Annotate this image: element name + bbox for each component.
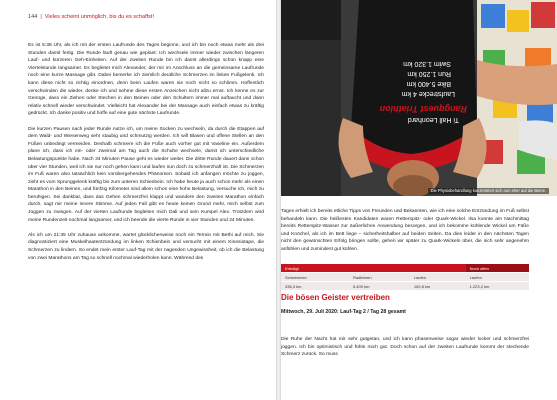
left-body-text bbox=[28, 42, 264, 262]
section-title: Die bösen Geister vertreiben bbox=[281, 293, 390, 302]
page-number: 144 bbox=[28, 14, 38, 20]
right-page bbox=[281, 0, 557, 400]
table-title-right: Noch offen bbox=[466, 264, 529, 273]
shirt-text-line: Bike 5.400 km bbox=[406, 80, 451, 87]
shirt-text-line: Rangquest Triathlon bbox=[379, 104, 467, 114]
shirt-text-line: Ti Hall Leonhard bbox=[407, 116, 459, 123]
photo-caption: Die Physiobehandlung konzentriert sich nun eher auf die Beine. bbox=[428, 188, 549, 194]
table-cell: 336,3 km bbox=[281, 282, 349, 291]
table-header-cell: Schwimmen bbox=[281, 273, 349, 282]
paragraph: Als ich um 21:35 Uhr zuhause ankomme, wartet glücklicherweise noch ein Termin mit Bethi auf mich. Sie diagnostiziert eine Muskelhautentzündung im linken Schienbein und versucht mit einem Kinesiotape, die Schmerzen zu lindern. So endet mein erster Lauf-Tag mit der nagenden Ungewissheit, ob ich die Belastung von zwei Marathons am Tag so schnell nochmal wiederholen kann. Während des bbox=[28, 232, 264, 261]
shirt-text-line: Swim 1.320 km bbox=[403, 60, 451, 67]
running-title: Vieles scheint unmöglich, bis du es schaffst! bbox=[44, 14, 155, 20]
table-title: Erledigt bbox=[281, 264, 466, 273]
left-page bbox=[0, 0, 276, 400]
paragraph: Tages erhielt ich bereits etliche Tipps von Freunden und Bekannten, wie ich eine solche Entzündung im Fuß selbst behandeln kann. Die heißesten Kandidaten waren Retterspitz- oder Quark-Wickel. Ilsa konnte am Nachmittag bereits Retterspitz-Wasser zur äußerlichen Anwendung besorgen, und ich bekomme kühlende Wickel um Füße und Knöchel, als ich im Bett liege – sicherheitshalber auf beiden Seiten. Da dies leider in den nächsten Tagen nicht den gewünschten Erfolg bringen sollte, gehen wir später zu Quark-Wickeln über, die sich sehr angenehm anfühlen und zumindest gut kühlen. bbox=[281, 209, 529, 252]
paragraph: Es ist 5:38 Uhr, als ich mit der ersten Laufrunde des Tages beginne, und ich bin noch etwas mehr als drei Stunden damit fertig. Die Runde läuft genau wie geplant: Ich wechsele immer wieder zwischen längeren Lauf- und kürzeren Geh-Einheiten. Auf der zweiten Runde bin ich damit allerdings schon knapp eine Viertelstunde langsamer. Es begleitet mich Alexander, der mir im Anschluss an die gemeinsame Laufrunde noch eine kurze Massage gibt. Dabei bemerke ich ziemlich deutliche Schmerzen im linken Fußgelenk. Ich kann diese nicht so richtig einordnen, denn beim Laufen waren sie noch nicht so schlimm. Hoffentlich verschwinden die wieder, denke ich und nehme diese ersten Anzeichen nicht allzu ernst. Ich kenne es zur Genüge, dass ein Ziehen oder Stechen in den Beinen oder den Schultern immer mal auftaucht und dann relativ schnell wieder verschwindet. Vielleicht hat Alexander bei der Massage auch einfach etwas zu kräftig gedrückt. Ich danke positiv und hoffe auf eine gute nächste Laufrunde. bbox=[28, 43, 264, 117]
shirt-text-line: Laufstrecke 4 km bbox=[401, 90, 455, 97]
progress-table bbox=[281, 264, 529, 290]
table-cell: 1.223,2 km bbox=[466, 282, 529, 291]
running-head-separator: | bbox=[40, 14, 42, 20]
right-body-text-2 bbox=[281, 336, 529, 359]
table-cell: 5.400 km bbox=[349, 282, 410, 291]
shirt-text-line: Run 1.250 km bbox=[407, 70, 451, 77]
running-head bbox=[28, 14, 154, 21]
paragraph: Die kurzen Pausen nach jeder Runde nutze ich, um meine Socken zu wechseln, da durch die Etappen auf dem Wald- und Wiesenweg sehr staubig und schmutzig werden. Ich will Blasen und offene Stellen an den Füßen unbedingt vermeiden. Deshalb schmiere ich die Füße auch vorher gut mit Vaseline ein. Außerdem plane ich, dass ich ein- oder zweimal am Tag auch die Schuhe wechsele, damit ich unterschiedliche Belastungspunkte habe. Nach 34 Minuten Pause geht es wieder weiter. Die dritte Runde dauert dann schon über vier Stunden, weil ich sie nur noch gehen kann und laufen nun doch zu schmerzhaft ist. Die Schmerzen im Fuß waren also tatsächlich kein vorübergehendes Phänomen. Sobald ich anfangen möchte zu joggen, zieht es vom Sprunggelenk kräftig bis zum unteren Schienbein. Ich habe heute ja auch schon mehr als einen Marathon in den Beinen, und fünfzig Kilometer sind allein schon eine hohe Belastung, versuche ich, mich zu beruhigen. Sei dankbar, dass das Gehen schmerzfrei klappt und wandere den zweiten Marathon einfach durch, sagt mir meine innere Stimme. Auf jeden Fall gibt es heute keinen Grund mehr, mich selbst zum Joggen zu zwingen. Auf der vierten Laufrunde begleiten mich Dali und sein Kumpel Alex. Trotzdem wird meine Rundenzeit nochmal langsamer, und ich beende die vierte Runde in vier Stunden und 24 Minuten. bbox=[28, 126, 264, 223]
physio-photo bbox=[281, 0, 557, 196]
paragraph: Die Ruhe der Nacht hat mir sehr gutgetan, und ich kann phasenweise sogar wieder locker und schmerzfrei joggen. Ich bin optimistisch und fühle mich gut. Doch schon auf der zweiten Laufrunde kommt der stechende Schmerz zurück. So muss bbox=[281, 337, 529, 358]
table-header-cell: Laufen bbox=[410, 273, 466, 282]
table-row bbox=[281, 282, 529, 291]
photo-illustration bbox=[281, 0, 557, 196]
right-body-text-1 bbox=[281, 208, 529, 254]
date-heading: Mittwoch, 29. Juli 2020: Lauf-Tag 2 / Tag 28 gesamt bbox=[281, 309, 406, 315]
table-header-row bbox=[281, 273, 529, 282]
table-cell: 100,8 km bbox=[410, 282, 466, 291]
table-header-cell: Radfahren bbox=[349, 273, 410, 282]
table-header-cell: Laufen bbox=[466, 273, 529, 282]
table-title-row bbox=[281, 264, 529, 273]
